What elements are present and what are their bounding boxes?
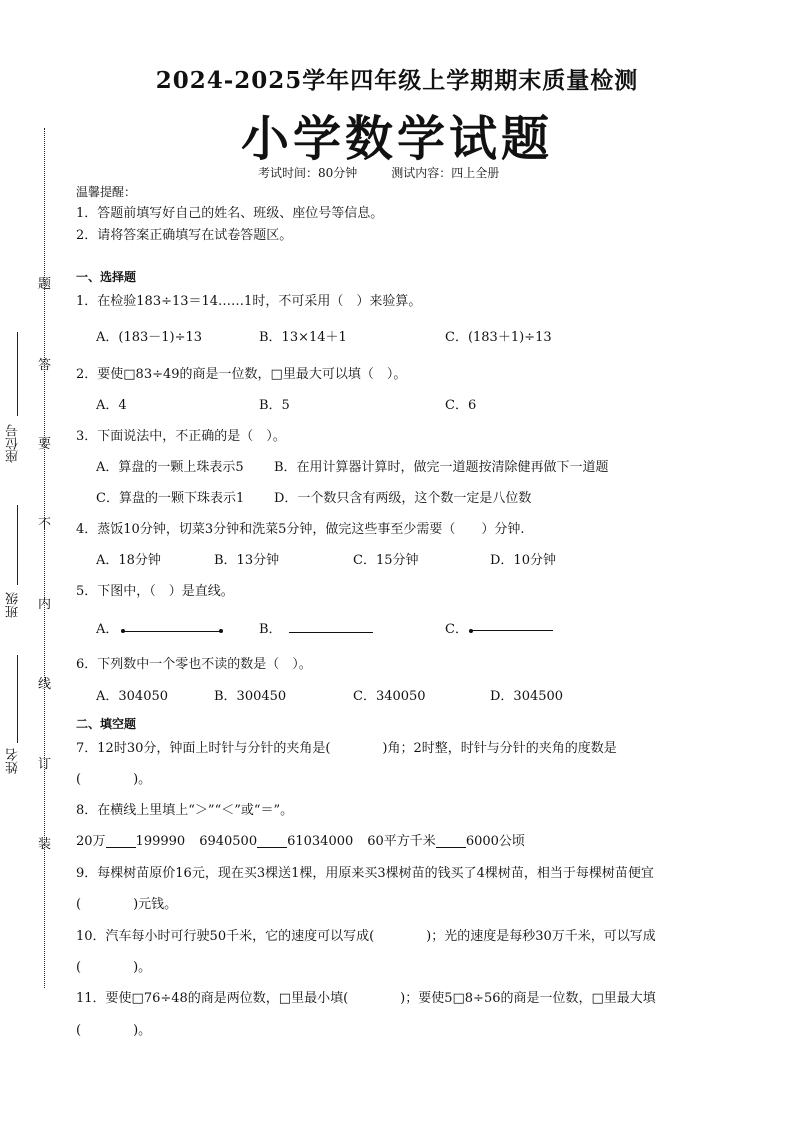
option-b[interactable]: B．在用计算器计算时，做完一道题按清除健再做下一道题 xyxy=(274,460,609,475)
binding-word: 订 xyxy=(38,757,52,772)
compare-left: 6940500 xyxy=(199,834,258,849)
option-b[interactable]: B．300450 xyxy=(214,689,287,704)
compare-left: 60平方千米 xyxy=(367,834,436,849)
section-title: 一、选择题 xyxy=(76,270,137,284)
option-a[interactable]: A．(183－1)÷13 xyxy=(96,330,203,345)
name-blank[interactable] xyxy=(17,655,18,743)
option-a[interactable]: A．18分钟 xyxy=(96,553,161,568)
option-c[interactable]: C．340050 xyxy=(353,689,426,704)
option-c[interactable]: C．(183＋1)÷13 xyxy=(445,330,552,345)
answer-blank[interactable] xyxy=(106,836,136,848)
compare-left: 20万 xyxy=(76,834,106,849)
seat-number-blank[interactable] xyxy=(17,332,18,416)
question-line: 11．要使□76÷48的商是两位数，□里最小填( )；要使5□8÷56的商是一位数，□里最大填 xyxy=(76,991,656,1006)
binding-dotted-line xyxy=(44,128,45,988)
option-c[interactable]: C．15分钟 xyxy=(353,553,419,568)
binding-word: 线 xyxy=(38,677,52,692)
binding-word: 不 xyxy=(38,517,52,532)
seat-number-label: 座位号 xyxy=(6,424,21,463)
option-b[interactable]: B．5 xyxy=(259,398,290,413)
question-line: 9．每棵树苗原价16元，现在买3棵送1棵，用原来买3棵树苗的钱买了4棵树苗，相当于每棵树苗便宜 xyxy=(76,866,654,881)
option-a[interactable]: A． xyxy=(96,622,119,637)
ray-figure xyxy=(471,630,553,631)
class-label: 班级 xyxy=(6,592,21,618)
question-stem: 1．在检验183÷13＝14……1时，不可采用（ ）来验算。 xyxy=(76,294,422,309)
exam-title: 2024-2025学年四年级上学期期末质量检测 xyxy=(155,67,639,94)
reminder-item: 2．请将答案正确填写在试卷答题区。 xyxy=(76,228,293,243)
line-segment-figure xyxy=(123,631,221,632)
exam-content: 测试内容：四上全册 xyxy=(391,166,500,180)
option-c[interactable]: C． xyxy=(445,622,468,637)
option-b[interactable]: B．13×14＋1 xyxy=(259,330,347,345)
option-c[interactable]: C．算盘的一颗下珠表示1 xyxy=(96,491,245,506)
binding-word: 题 xyxy=(38,277,52,292)
exam-info xyxy=(258,164,499,181)
option-a[interactable]: A．算盘的一颗上珠表示5 xyxy=(96,460,244,475)
compare-right: 61034000 xyxy=(287,834,354,849)
question-stem: 6．下列数中一个零也不读的数是（ ）。 xyxy=(76,657,312,672)
main-title: 小学数学试题 xyxy=(240,111,553,167)
binding-word: 装 xyxy=(38,837,52,852)
question-stem: 3．下面说法中，不正确的是（ ）。 xyxy=(76,429,286,444)
reminder-item: 1．答题前填写好自己的姓名、班级、座位号等信息。 xyxy=(76,206,384,221)
question-line: ( )。 xyxy=(76,960,152,975)
class-blank[interactable] xyxy=(17,505,18,585)
question-line: ( )元钱。 xyxy=(76,897,178,912)
option-d[interactable]: D．一个数只含有两级，这个数一定是八位数 xyxy=(274,491,532,506)
question-stem: 8．在横线上里填上“＞”“＜”或“＝”。 xyxy=(76,803,294,818)
comparison-row xyxy=(76,835,525,848)
option-d[interactable]: D．10分钟 xyxy=(490,553,556,568)
name-label: 姓名 xyxy=(6,748,21,774)
section-title: 二、填空题 xyxy=(76,717,137,731)
option-b[interactable]: B．13分钟 xyxy=(214,553,280,568)
compare-right: 6000公顷 xyxy=(465,834,525,849)
binding-word: 内 xyxy=(38,597,52,612)
question-stem: 5．下图中，（ ）是直线。 xyxy=(76,584,234,599)
question-line: ( )。 xyxy=(76,1023,152,1038)
option-c[interactable]: C．6 xyxy=(445,398,477,413)
question-line: ( )。 xyxy=(76,772,152,787)
straight-line-figure xyxy=(289,632,373,633)
option-a[interactable]: A．4 xyxy=(96,398,127,413)
question-line: 7．12时30分，钟面上时针与分针的夹角是( )角；2时整，时针与分针的夹角的度数是 xyxy=(76,741,617,756)
option-a[interactable]: A．304050 xyxy=(96,689,169,704)
binding-word: 要 xyxy=(38,437,52,452)
segment-endpoint xyxy=(219,629,223,633)
question-stem: 4．蒸饭10分钟，切菜3分钟和洗菜5分钟，做完这些事至少需要（ ）分钟. xyxy=(76,522,525,537)
compare-right: 199990 xyxy=(135,834,186,849)
binding-word: 答 xyxy=(38,358,52,373)
exam-time: 考试时间：80分钟 xyxy=(258,166,358,180)
option-b[interactable]: B． xyxy=(259,622,282,637)
option-d[interactable]: D．304500 xyxy=(490,689,564,704)
question-stem: 2．要使□83÷49的商是一位数，□里最大可以填（ ）。 xyxy=(76,367,407,382)
reminder-title: 温馨提醒： xyxy=(76,185,137,199)
answer-blank[interactable] xyxy=(257,836,287,848)
question-line: 10．汽车每小时可行驶50千米，它的速度可以写成( )；光的速度是每秒30万千米，可以写成 xyxy=(76,929,656,944)
answer-blank[interactable] xyxy=(436,836,466,848)
